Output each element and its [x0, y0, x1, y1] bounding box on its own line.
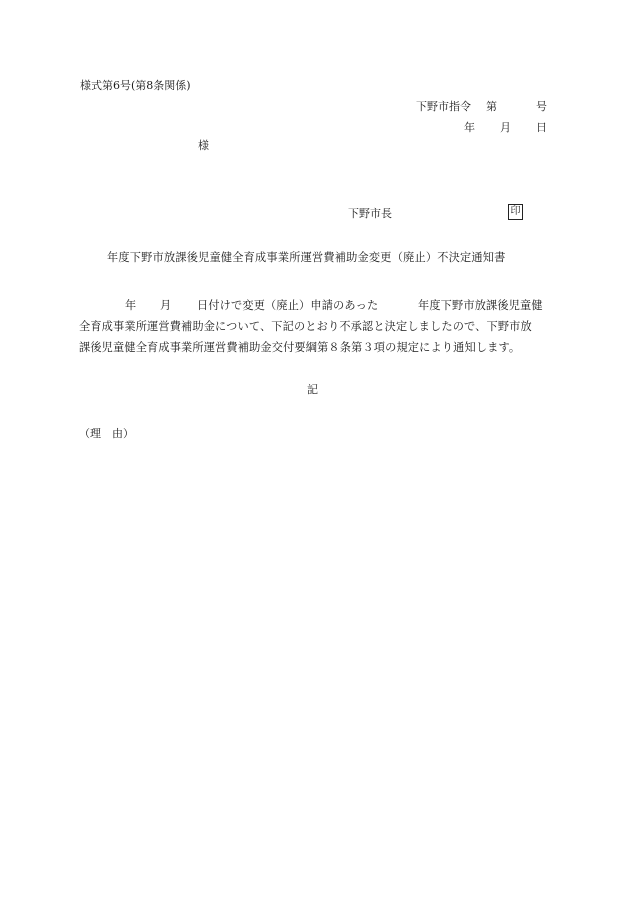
body-month: 月 [160, 299, 172, 312]
reason-label: （理 由） [79, 427, 134, 440]
date-month: 月 [500, 121, 511, 134]
body-text: 日付けで変更（廃止）申請のあった [197, 299, 379, 312]
form-number: 様式第6号(第8条関係) [80, 79, 191, 92]
ki-heading: 記 [307, 383, 318, 396]
body-line-3: 課後児童健全育成事業所運営費補助金交付要綱第８条第３項の規定により通知します。 [79, 341, 521, 354]
document-title: 年度下野市放課後児童健全育成事業所運営費補助金変更（廃止）不決定通知書 [107, 251, 506, 264]
document-number-city: 下野市指令 [416, 100, 471, 113]
seal-mark: 印 [508, 204, 523, 220]
date-day: 日 [536, 121, 547, 134]
document-number-go: 号 [536, 100, 547, 113]
body-line-2: 全育成事業所運営費補助金について、下記のとおり不承認と決定しましたので、下野市放 [79, 320, 532, 333]
recipient-honorific: 様 [198, 139, 209, 152]
body-tail: 年度下野市放課後児童健 [418, 299, 543, 312]
sender-name: 下野市長 [348, 207, 392, 220]
document-number-dai: 第 [486, 100, 497, 113]
date-year: 年 [464, 121, 475, 134]
body-year: 年 [125, 299, 137, 312]
